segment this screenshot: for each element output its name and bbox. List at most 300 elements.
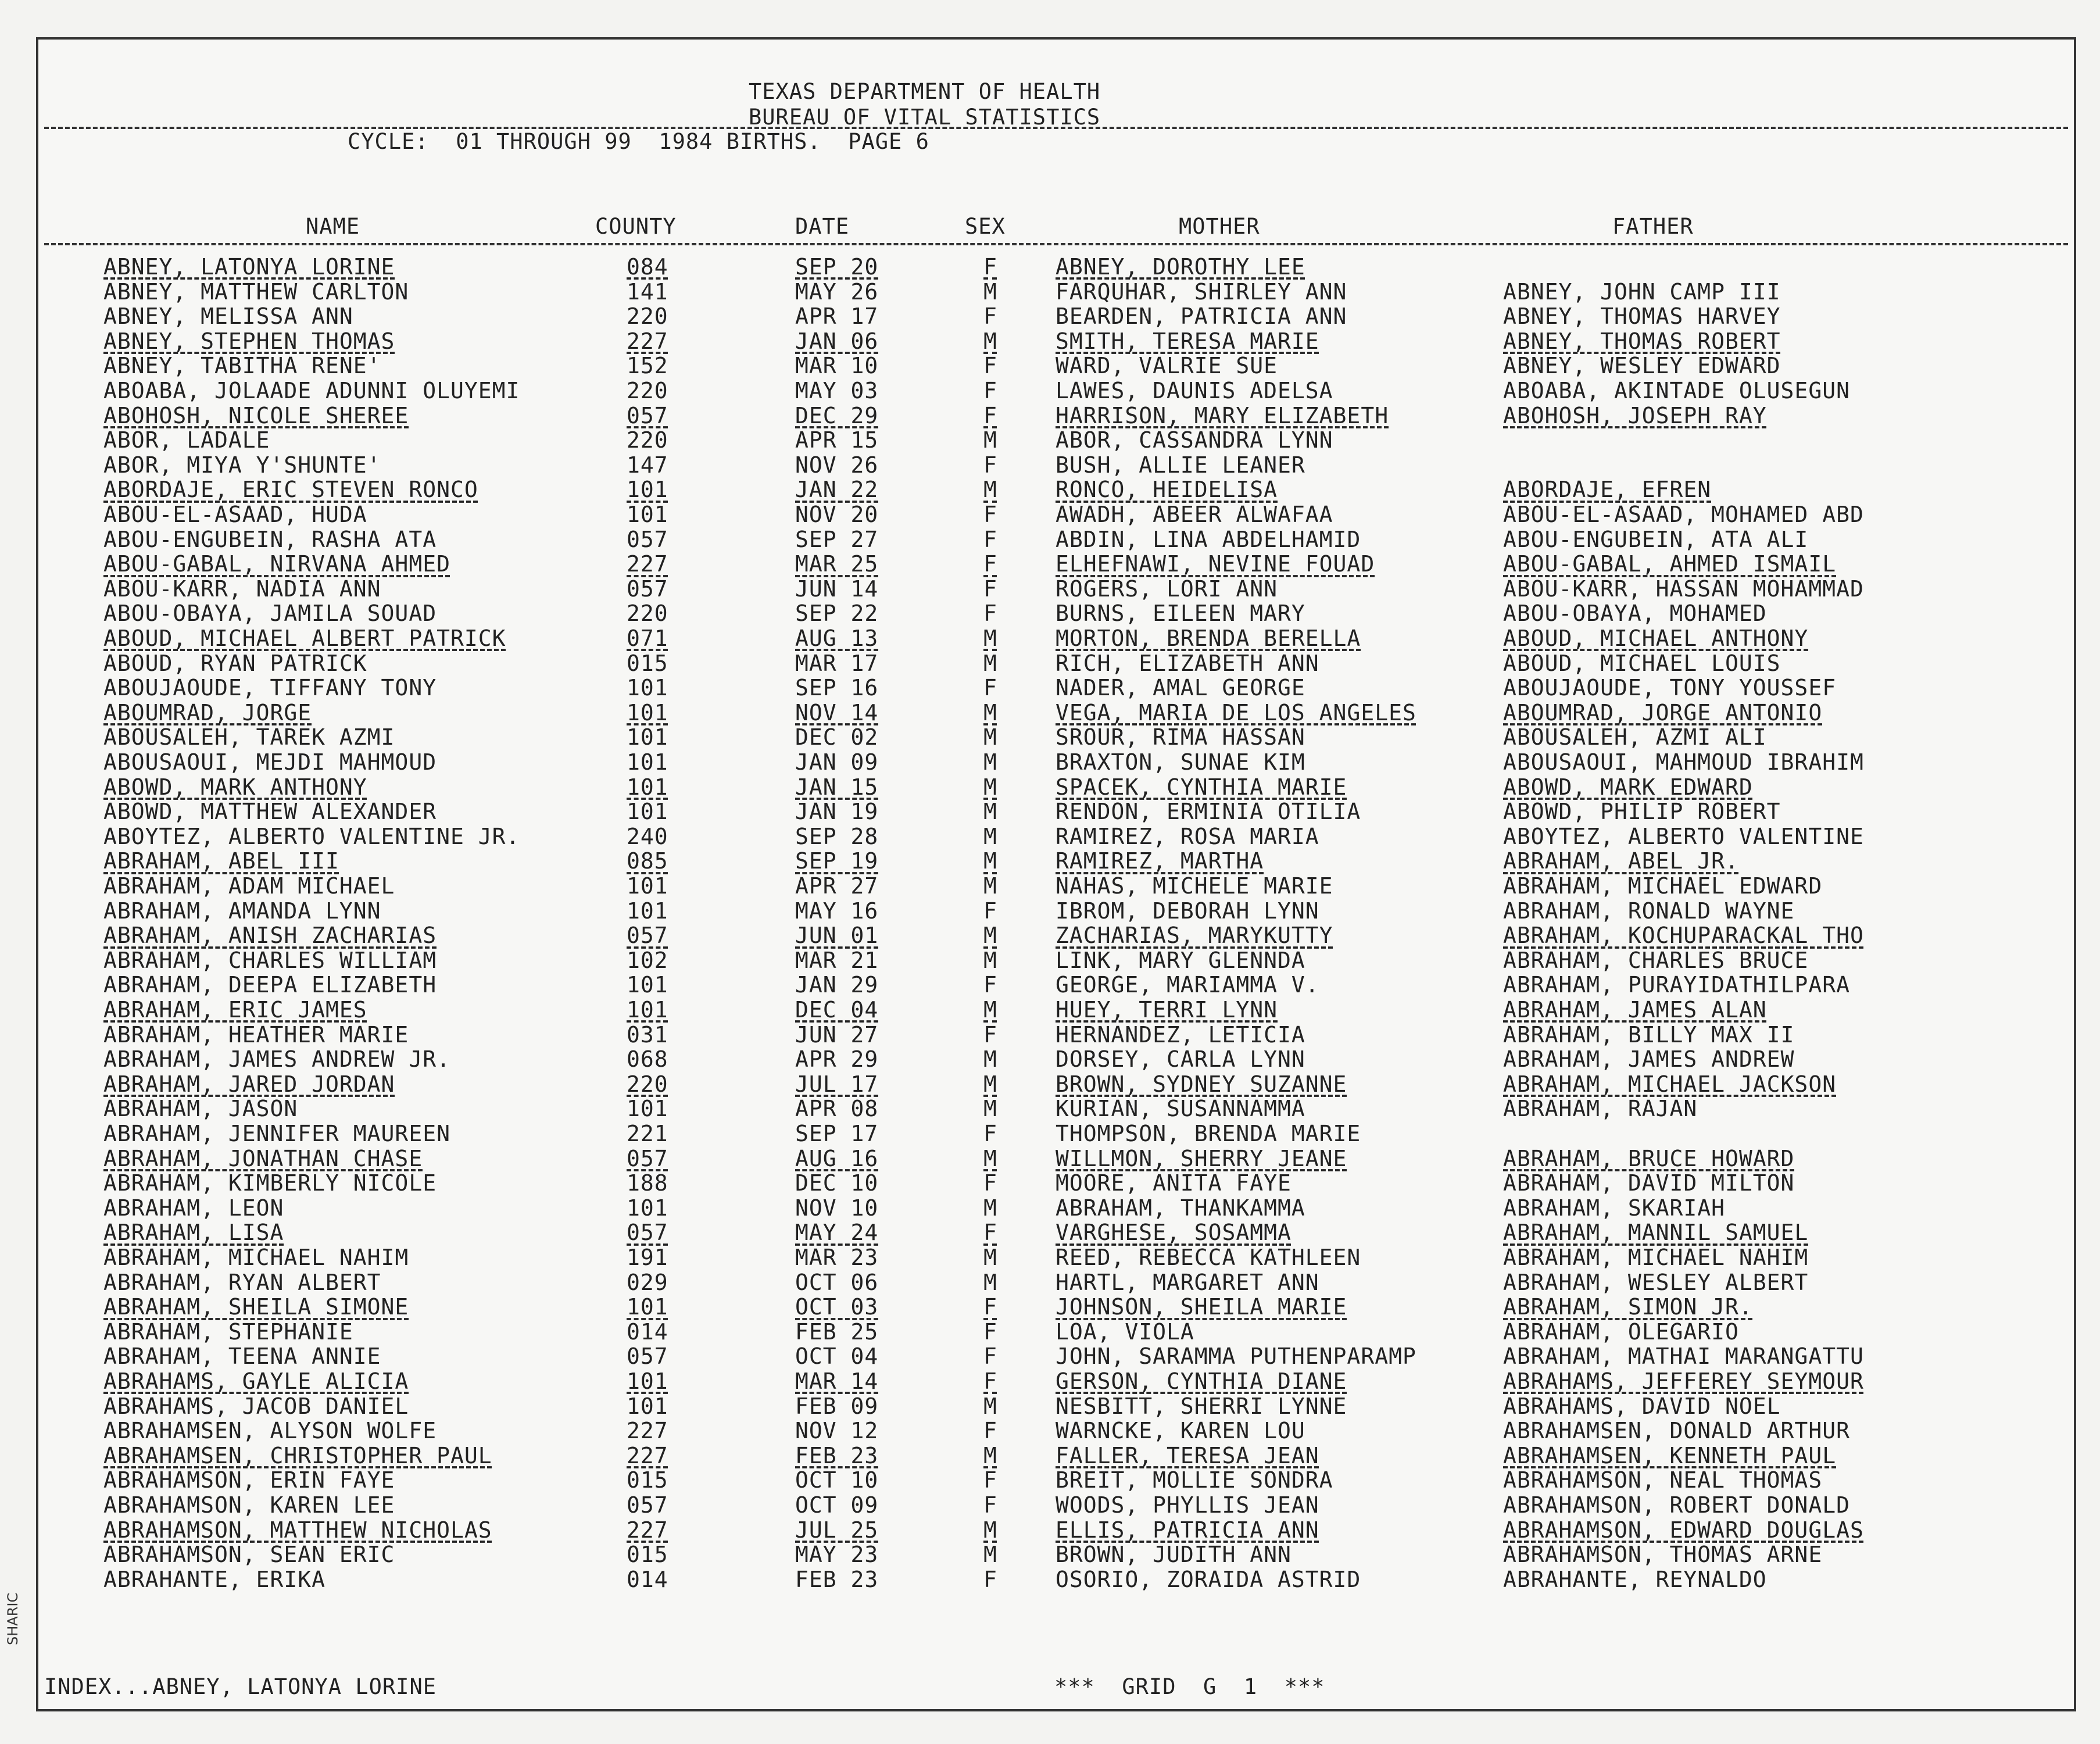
cell-mother: JOHNSON, SHEILA MARIE bbox=[1056, 1294, 1347, 1320]
cell-father: ABOYTEZ, ALBERTO VALENTINE bbox=[1503, 823, 1864, 849]
table-row bbox=[38, 1270, 2074, 1295]
cell-sex: F bbox=[983, 1294, 997, 1320]
birth-index-page bbox=[36, 37, 2076, 1711]
cell-sex: M bbox=[983, 1096, 997, 1122]
bureau-title: BUREAU OF VITAL STATISTICS bbox=[749, 105, 1101, 130]
cell-mother: RONCO, HEIDELISA bbox=[1056, 477, 1278, 503]
cell-sex: F bbox=[983, 1220, 997, 1246]
cell-sex: F bbox=[983, 576, 997, 602]
cell-sex: M bbox=[983, 774, 997, 800]
cell-county: 240 bbox=[627, 823, 668, 849]
cell-date: JUN 27 bbox=[795, 1021, 879, 1048]
cell-mother: VEGA, MARIA DE LOS ANGELES bbox=[1056, 699, 1416, 726]
cell-mother: ABRAHAM, THANKAMMA bbox=[1056, 1195, 1305, 1221]
cell-sex: F bbox=[983, 1418, 997, 1444]
cell-sex: M bbox=[983, 626, 997, 651]
cell-name: ABOWD, MARK ANTHONY bbox=[103, 774, 367, 800]
cell-date: AUG 16 bbox=[795, 1145, 879, 1171]
cell-county: 029 bbox=[627, 1269, 668, 1295]
table-row bbox=[38, 1542, 2074, 1567]
cell-sex: M bbox=[983, 1145, 997, 1171]
cell-mother: JOHN, SARAMMA PUTHENPARAMP bbox=[1056, 1343, 1416, 1370]
table-row bbox=[38, 849, 2074, 874]
cell-county: 102 bbox=[627, 947, 668, 973]
cell-county: 220 bbox=[627, 601, 668, 627]
table-row bbox=[38, 799, 2074, 824]
cell-mother: HUEY, TERRI LYNN bbox=[1056, 997, 1278, 1023]
column-header-divider bbox=[44, 243, 2068, 245]
cell-name: ABRAHAM, KIMBERLY NICOLE bbox=[103, 1170, 437, 1196]
cell-county: 227 bbox=[627, 328, 668, 354]
cell-sex: F bbox=[983, 1170, 997, 1196]
cell-mother: FALLER, TERESA JEAN bbox=[1056, 1442, 1319, 1468]
table-row bbox=[38, 1418, 2074, 1443]
cell-name: ABRAHAM, RYAN ALBERT bbox=[103, 1269, 381, 1295]
scanner-label: SHARIC bbox=[5, 1592, 21, 1645]
cell-name: ABRAHAMS, JACOB DANIEL bbox=[103, 1393, 409, 1419]
cell-name: ABRAHAM, MICHAEL NAHIM bbox=[103, 1245, 409, 1270]
cell-date: JAN 29 bbox=[795, 972, 879, 998]
cell-date: MAY 23 bbox=[795, 1542, 879, 1568]
cell-name: ABOABA, JOLAADE ADUNNI OLUYEMI bbox=[103, 378, 520, 403]
cell-county: 101 bbox=[627, 972, 668, 998]
cell-sex: M bbox=[983, 1442, 997, 1468]
table-row bbox=[38, 824, 2074, 849]
cell-mother: RAMIREZ, MARTHA bbox=[1056, 848, 1264, 874]
cell-date: FEB 25 bbox=[795, 1318, 879, 1345]
cell-date: JUL 17 bbox=[795, 1071, 879, 1097]
cell-mother: BUSH, ALLIE LEANER bbox=[1056, 452, 1305, 478]
cell-father: ABRAHAM, BILLY MAX II bbox=[1503, 1021, 1795, 1048]
cell-sex: F bbox=[983, 402, 997, 428]
cell-date: JAN 09 bbox=[795, 749, 879, 775]
cell-father: ABRAHAMSEN, DONALD ARTHUR bbox=[1503, 1418, 1850, 1444]
cell-name: ABNEY, TABITHA RENE' bbox=[103, 353, 381, 379]
cell-date: JAN 22 bbox=[795, 477, 879, 503]
cell-date: APR 08 bbox=[795, 1096, 879, 1122]
cell-county: 014 bbox=[627, 1318, 668, 1345]
cell-county: 057 bbox=[627, 576, 668, 602]
cell-father: ABRAHAM, KOCHUPARACKAL THO bbox=[1503, 923, 1864, 949]
cell-date: JUL 25 bbox=[795, 1517, 879, 1543]
cell-date: MAR 14 bbox=[795, 1368, 879, 1394]
table-row bbox=[38, 1320, 2074, 1345]
table-row bbox=[38, 1468, 2074, 1493]
table-row bbox=[38, 1171, 2074, 1196]
cell-sex: F bbox=[983, 898, 997, 924]
cell-date: JAN 06 bbox=[795, 328, 879, 354]
table-row bbox=[38, 626, 2074, 651]
cell-father: ABRAHAMSON, NEAL THOMAS bbox=[1503, 1467, 1823, 1493]
cell-date: DEC 04 bbox=[795, 997, 879, 1023]
cell-mother: BEARDEN, PATRICIA ANN bbox=[1056, 303, 1347, 330]
cell-sex: M bbox=[983, 923, 997, 949]
cell-father: ABRAHAM, SKARIAH bbox=[1503, 1195, 1726, 1221]
cell-name: ABRAHAMSEN, CHRISTOPHER PAUL bbox=[103, 1442, 492, 1468]
cell-mother: AWADH, ABEER ALWAFAA bbox=[1056, 502, 1333, 527]
cell-sex: M bbox=[983, 724, 997, 751]
cell-date: MAY 26 bbox=[795, 278, 879, 305]
cell-father: ABRAHAM, WESLEY ALBERT bbox=[1503, 1269, 1809, 1295]
cell-mother: NESBITT, SHERRI LYNNE bbox=[1056, 1393, 1347, 1419]
cell-sex: F bbox=[983, 303, 997, 330]
cell-county: 220 bbox=[627, 1071, 668, 1097]
table-row bbox=[38, 1369, 2074, 1394]
table-row bbox=[38, 701, 2074, 726]
column-header-mother: MOTHER bbox=[1179, 214, 1260, 239]
cell-sex: F bbox=[983, 1492, 997, 1518]
cell-father: ABRAHAM, MICHAEL NAHIM bbox=[1503, 1245, 1809, 1270]
table-row bbox=[38, 403, 2074, 428]
cell-date: JAN 15 bbox=[795, 774, 879, 800]
cell-father: ABRAHAM, MICHAEL JACKSON bbox=[1503, 1071, 1837, 1097]
cell-date: DEC 02 bbox=[795, 724, 879, 751]
cell-sex: F bbox=[983, 1343, 997, 1370]
cell-county: 084 bbox=[627, 254, 668, 280]
table-row bbox=[38, 527, 2074, 552]
cell-mother: ELHEFNAWI, NEVINE FOUAD bbox=[1056, 551, 1375, 577]
table-row bbox=[38, 477, 2074, 502]
cell-name: ABOYTEZ, ALBERTO VALENTINE JR. bbox=[103, 823, 520, 849]
cell-sex: M bbox=[983, 823, 997, 849]
cell-father: ABOU-OBAYA, MOHAMED bbox=[1503, 601, 1767, 627]
cell-sex: F bbox=[983, 1121, 997, 1146]
cell-sex: F bbox=[983, 254, 997, 280]
cell-father: ABOUJAOUDE, TONY YOUSSEF bbox=[1503, 675, 1837, 701]
cell-county: 220 bbox=[627, 427, 668, 453]
cell-sex: M bbox=[983, 650, 997, 676]
table-row bbox=[38, 280, 2074, 305]
cell-mother: OSORIO, ZORAIDA ASTRID bbox=[1056, 1566, 1361, 1592]
table-row bbox=[38, 304, 2074, 329]
cell-mother: REED, REBECCA KATHLEEN bbox=[1056, 1245, 1361, 1270]
cell-county: 057 bbox=[627, 526, 668, 552]
cell-father: ABNEY, JOHN CAMP III bbox=[1503, 278, 1781, 305]
cell-sex: F bbox=[983, 353, 997, 379]
cell-sex: M bbox=[983, 848, 997, 874]
cell-father: ABRAHAM, RAJAN bbox=[1503, 1096, 1698, 1122]
cell-name: ABOUD, MICHAEL ALBERT PATRICK bbox=[103, 626, 506, 651]
table-row bbox=[38, 899, 2074, 924]
cell-date: SEP 27 bbox=[795, 526, 879, 552]
cell-name: ABRAHAMSON, KAREN LEE bbox=[103, 1492, 395, 1518]
cell-father: ABOUD, MICHAEL LOUIS bbox=[1503, 650, 1781, 676]
cell-name: ABRAHAMSEN, ALYSON WOLFE bbox=[103, 1418, 437, 1444]
cell-father: ABRAHAMSEN, KENNETH PAUL bbox=[1503, 1442, 1837, 1468]
cell-county: 057 bbox=[627, 1220, 668, 1246]
cell-mother: WARNCKE, KAREN LOU bbox=[1056, 1418, 1305, 1444]
cell-name: ABOU-GABAL, NIRVANA AHMED bbox=[103, 551, 450, 577]
cell-father: ABRAHAM, JAMES ALAN bbox=[1503, 997, 1767, 1023]
cell-sex: M bbox=[983, 749, 997, 775]
cell-date: MAY 16 bbox=[795, 898, 879, 924]
table-row bbox=[38, 1518, 2074, 1543]
table-row bbox=[38, 502, 2074, 527]
cell-sex: F bbox=[983, 1566, 997, 1592]
cell-sex: F bbox=[983, 601, 997, 627]
cell-father: ABORDAJE, EFREN bbox=[1503, 477, 1712, 503]
cell-name: ABRAHAM, ANISH ZACHARIAS bbox=[103, 923, 437, 949]
cell-date: APR 29 bbox=[795, 1046, 879, 1073]
cell-name: ABRAHAM, CHARLES WILLIAM bbox=[103, 947, 437, 973]
cell-sex: M bbox=[983, 1195, 997, 1221]
cell-county: 015 bbox=[627, 1467, 668, 1493]
cell-mother: SROUR, RIMA HASSAN bbox=[1056, 724, 1305, 751]
cell-mother: NAHAS, MICHELE MARIE bbox=[1056, 873, 1333, 899]
cell-sex: F bbox=[983, 502, 997, 527]
cell-father: ABOU-ENGUBEIN, ATA ALI bbox=[1503, 526, 1809, 552]
cell-sex: F bbox=[983, 1021, 997, 1048]
cell-mother: KURIAN, SUSANNAMMA bbox=[1056, 1096, 1305, 1122]
cell-father: ABOUSALEH, AZMI ALI bbox=[1503, 724, 1767, 751]
cell-mother: BRAXTON, SUNAE KIM bbox=[1056, 749, 1305, 775]
table-row bbox=[38, 1121, 2074, 1146]
cell-father: ABRAHAM, OLEGARIO bbox=[1503, 1318, 1739, 1345]
cell-mother: GERSON, CYNTHIA DIANE bbox=[1056, 1368, 1347, 1394]
cell-date: NOV 20 bbox=[795, 502, 879, 527]
table-row bbox=[38, 1072, 2074, 1097]
cell-county: 057 bbox=[627, 402, 668, 428]
index-footer: INDEX...ABNEY, LATONYA LORINE bbox=[44, 1674, 437, 1699]
cell-mother: FARQUHAR, SHIRLEY ANN bbox=[1056, 278, 1347, 305]
cell-mother: HARRISON, MARY ELIZABETH bbox=[1056, 402, 1389, 428]
cell-date: OCT 04 bbox=[795, 1343, 879, 1370]
table-row bbox=[38, 329, 2074, 354]
cell-name: ABRAHAM, AMANDA LYNN bbox=[103, 898, 381, 924]
cell-date: SEP 20 bbox=[795, 254, 879, 280]
cell-county: 227 bbox=[627, 1517, 668, 1543]
cell-sex: M bbox=[983, 278, 997, 305]
cell-date: OCT 03 bbox=[795, 1294, 879, 1320]
cell-sex: M bbox=[983, 1393, 997, 1419]
cell-date: NOV 12 bbox=[795, 1418, 879, 1444]
cell-mother: GEORGE, MARIAMMA V. bbox=[1056, 972, 1319, 998]
table-row bbox=[38, 973, 2074, 998]
cell-county: 015 bbox=[627, 1542, 668, 1568]
cell-name: ABRAHAM, LEON bbox=[103, 1195, 284, 1221]
cell-sex: M bbox=[983, 1245, 997, 1270]
cell-mother: NADER, AMAL GEORGE bbox=[1056, 675, 1305, 701]
cell-name: ABOWD, MATTHEW ALEXANDER bbox=[103, 799, 437, 825]
cell-date: NOV 26 bbox=[795, 452, 879, 478]
cell-name: ABRAHAM, HEATHER MARIE bbox=[103, 1021, 409, 1048]
cell-mother: WARD, VALRIE SUE bbox=[1056, 353, 1278, 379]
column-header-name: NAME bbox=[306, 214, 360, 239]
cell-name: ABORDAJE, ERIC STEVEN RONCO bbox=[103, 477, 478, 503]
table-row bbox=[38, 1493, 2074, 1518]
cell-sex: F bbox=[983, 1467, 997, 1493]
cell-sex: M bbox=[983, 477, 997, 503]
cell-mother: WOODS, PHYLLIS JEAN bbox=[1056, 1492, 1319, 1518]
cell-date: JUN 01 bbox=[795, 923, 879, 949]
cell-county: 220 bbox=[627, 378, 668, 403]
cell-county: 101 bbox=[627, 1393, 668, 1419]
cell-date: MAR 17 bbox=[795, 650, 879, 676]
cell-county: 101 bbox=[627, 749, 668, 775]
cell-date: DEC 10 bbox=[795, 1170, 879, 1196]
cell-sex: F bbox=[983, 452, 997, 478]
cell-mother: ABOR, CASSANDRA LYNN bbox=[1056, 427, 1333, 453]
cell-date: APR 15 bbox=[795, 427, 879, 453]
cell-county: 101 bbox=[627, 1368, 668, 1394]
cell-county: 221 bbox=[627, 1121, 668, 1146]
cell-date: MAR 21 bbox=[795, 947, 879, 973]
column-header-father: FATHER bbox=[1612, 214, 1694, 239]
cell-father: ABRAHAM, DAVID MILTON bbox=[1503, 1170, 1795, 1196]
cell-name: ABRAHAMSON, MATTHEW NICHOLAS bbox=[103, 1517, 492, 1543]
cell-mother: THOMPSON, BRENDA MARIE bbox=[1056, 1121, 1361, 1146]
cell-county: 101 bbox=[627, 799, 668, 825]
cell-name: ABRAHAM, JARED JORDAN bbox=[103, 1071, 395, 1097]
cell-name: ABRAHAMS, GAYLE ALICIA bbox=[103, 1368, 409, 1394]
cell-name: ABOR, MIYA Y'SHUNTE' bbox=[103, 452, 381, 478]
cell-county: 101 bbox=[627, 898, 668, 924]
cell-mother: LAWES, DAUNIS ADELSA bbox=[1056, 378, 1333, 403]
cell-mother: BROWN, SYDNEY SUZANNE bbox=[1056, 1071, 1347, 1097]
table-row bbox=[38, 577, 2074, 602]
cell-name: ABNEY, LATONYA LORINE bbox=[103, 254, 395, 280]
cell-father: ABRAHAMSON, THOMAS ARNE bbox=[1503, 1542, 1823, 1568]
cell-name: ABNEY, STEPHEN THOMAS bbox=[103, 328, 395, 354]
cell-name: ABRAHAM, DEEPA ELIZABETH bbox=[103, 972, 437, 998]
cell-date: NOV 14 bbox=[795, 699, 879, 726]
cell-mother: HARTL, MARGARET ANN bbox=[1056, 1269, 1319, 1295]
cell-date: FEB 23 bbox=[795, 1442, 879, 1468]
cell-date: MAR 10 bbox=[795, 353, 879, 379]
cell-sex: F bbox=[983, 551, 997, 577]
cell-mother: HERNANDEZ, LETICIA bbox=[1056, 1021, 1305, 1048]
table-row bbox=[38, 1146, 2074, 1171]
cell-father: ABRAHANTE, REYNALDO bbox=[1503, 1566, 1767, 1592]
table-row bbox=[38, 255, 2074, 280]
cell-date: AUG 13 bbox=[795, 626, 879, 651]
cell-date: JUN 14 bbox=[795, 576, 879, 602]
cell-name: ABOUSALEH, TAREK AZMI bbox=[103, 724, 395, 751]
cell-sex: M bbox=[983, 799, 997, 825]
cell-mother: ZACHARIAS, MARYKUTTY bbox=[1056, 923, 1333, 949]
cell-date: FEB 09 bbox=[795, 1393, 879, 1419]
cell-name: ABRAHAM, STEPHANIE bbox=[103, 1318, 353, 1345]
cell-date: APR 17 bbox=[795, 303, 879, 330]
cell-mother: WILLMON, SHERRY JEANE bbox=[1056, 1145, 1347, 1171]
table-row bbox=[38, 923, 2074, 948]
cell-name: ABOUMRAD, JORGE bbox=[103, 699, 312, 726]
cell-father: ABOABA, AKINTADE OLUSEGUN bbox=[1503, 378, 1850, 403]
table-row bbox=[38, 998, 2074, 1023]
cell-mother: MORTON, BRENDA BERELLA bbox=[1056, 626, 1361, 651]
table-row bbox=[38, 453, 2074, 478]
grid-footer: *** GRID G 1 *** bbox=[1054, 1674, 1325, 1699]
cell-name: ABRAHAM, JENNIFER MAUREEN bbox=[103, 1121, 450, 1146]
cell-mother: ABDIN, LINA ABDELHAMID bbox=[1056, 526, 1361, 552]
table-row bbox=[38, 750, 2074, 775]
cell-mother: BREIT, MOLLIE SONDRA bbox=[1056, 1467, 1333, 1493]
table-row bbox=[38, 1344, 2074, 1369]
cell-mother: IBROM, DEBORAH LYNN bbox=[1056, 898, 1319, 924]
cell-date: MAY 24 bbox=[795, 1220, 879, 1246]
cell-name: ABNEY, MATTHEW CARLTON bbox=[103, 278, 409, 305]
cell-sex: F bbox=[983, 526, 997, 552]
cell-father: ABRAHAM, MATHAI MARANGATTU bbox=[1503, 1343, 1864, 1370]
cell-mother: DORSEY, CARLA LYNN bbox=[1056, 1046, 1305, 1073]
cell-sex: M bbox=[983, 699, 997, 726]
cell-father: ABRAHAMS, JEFFEREY SEYMOUR bbox=[1503, 1368, 1864, 1394]
table-row bbox=[38, 1023, 2074, 1048]
table-row bbox=[38, 948, 2074, 973]
cell-county: 101 bbox=[627, 1294, 668, 1320]
cell-date: OCT 06 bbox=[795, 1269, 879, 1295]
cell-father: ABRAHAM, JAMES ANDREW bbox=[1503, 1046, 1795, 1073]
cell-name: ABNEY, MELISSA ANN bbox=[103, 303, 353, 330]
cell-mother: BURNS, EILEEN MARY bbox=[1056, 601, 1305, 627]
cell-mother: LINK, MARY GLENNDA bbox=[1056, 947, 1305, 973]
cell-mother: ELLIS, PATRICIA ANN bbox=[1056, 1517, 1319, 1543]
cell-county: 015 bbox=[627, 650, 668, 676]
cell-father: ABOWD, PHILIP ROBERT bbox=[1503, 799, 1781, 825]
cell-name: ABRAHAM, ERIC JAMES bbox=[103, 997, 367, 1023]
cell-county: 147 bbox=[627, 452, 668, 478]
cell-name: ABOU-EL-ASAAD, HUDA bbox=[103, 502, 367, 527]
table-row bbox=[38, 1295, 2074, 1320]
cell-father: ABNEY, WESLEY EDWARD bbox=[1503, 353, 1781, 379]
cell-father: ABOU-EL-ASAAD, MOHAMED ABD bbox=[1503, 502, 1864, 527]
cell-date: APR 27 bbox=[795, 873, 879, 899]
cell-county: 101 bbox=[627, 873, 668, 899]
cell-name: ABOU-ENGUBEIN, RASHA ATA bbox=[103, 526, 437, 552]
cell-mother: RAMIREZ, ROSA MARIA bbox=[1056, 823, 1319, 849]
cell-mother: MOORE, ANITA FAYE bbox=[1056, 1170, 1292, 1196]
cell-county: 101 bbox=[627, 1195, 668, 1221]
cell-sex: M bbox=[983, 1269, 997, 1295]
cell-father: ABRAHAM, MANNIL SAMUEL bbox=[1503, 1220, 1809, 1246]
cell-sex: M bbox=[983, 1046, 997, 1073]
cell-county: 141 bbox=[627, 278, 668, 305]
cell-mother: SPACEK, CYNTHIA MARIE bbox=[1056, 774, 1347, 800]
cell-sex: M bbox=[983, 427, 997, 453]
cell-date: SEP 19 bbox=[795, 848, 879, 874]
cell-sex: F bbox=[983, 378, 997, 403]
cell-name: ABOU-OBAYA, JAMILA SOUAD bbox=[103, 601, 437, 627]
cell-county: 057 bbox=[627, 1343, 668, 1370]
cell-county: 101 bbox=[627, 997, 668, 1023]
cell-date: SEP 22 bbox=[795, 601, 879, 627]
cell-county: 227 bbox=[627, 1418, 668, 1444]
cell-date: SEP 28 bbox=[795, 823, 879, 849]
table-row bbox=[38, 1047, 2074, 1072]
cell-father: ABOU-KARR, HASSAN MOHAMMAD bbox=[1503, 576, 1864, 602]
cell-father: ABRAHAM, MICHAEL EDWARD bbox=[1503, 873, 1823, 899]
table-row bbox=[38, 874, 2074, 899]
cell-date: MAY 03 bbox=[795, 378, 879, 403]
cell-mother: RENDON, ERMINIA OTILIA bbox=[1056, 799, 1361, 825]
cell-sex: M bbox=[983, 1542, 997, 1568]
cell-county: 188 bbox=[627, 1170, 668, 1196]
table-row bbox=[38, 428, 2074, 453]
cell-county: 071 bbox=[627, 626, 668, 651]
cell-county: 227 bbox=[627, 551, 668, 577]
column-header-sex: SEX bbox=[965, 214, 1006, 239]
cell-name: ABOUJAOUDE, TIFFANY TONY bbox=[103, 675, 437, 701]
table-row bbox=[38, 1443, 2074, 1468]
cell-father: ABOU-GABAL, AHMED ISMAIL bbox=[1503, 551, 1837, 577]
cell-father: ABOUSAOUI, MAHMOUD IBRAHIM bbox=[1503, 749, 1864, 775]
cell-date: MAR 23 bbox=[795, 1245, 879, 1270]
table-row bbox=[38, 1096, 2074, 1121]
cell-mother: SMITH, TERESA MARIE bbox=[1056, 328, 1319, 354]
cell-sex: M bbox=[983, 1517, 997, 1543]
cell-name: ABRAHAM, JONATHAN CHASE bbox=[103, 1145, 423, 1171]
cell-father: ABOHOSH, JOSEPH RAY bbox=[1503, 402, 1767, 428]
